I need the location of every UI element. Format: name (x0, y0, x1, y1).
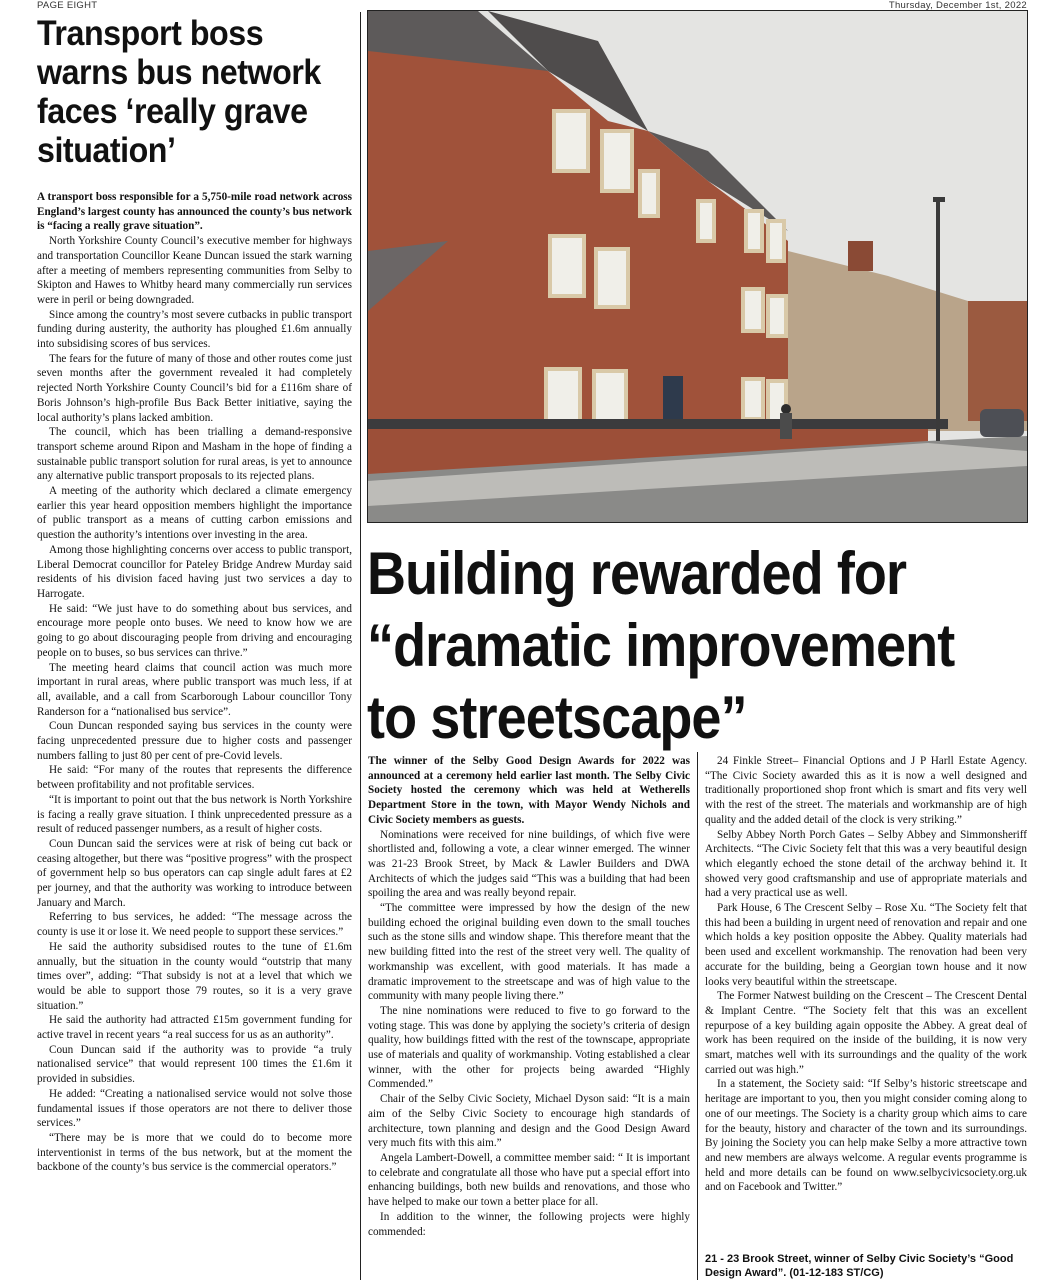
right-paragraph: Angela Lambert-Dowell, a committee member said: “ It is important to celebrate and congratulate all those who have put a special effort into enhancing buildings, both new builds and renovations, and those who have helped to make our town a better place for all. (368, 1151, 690, 1209)
left-article-body (37, 190, 352, 1175)
left-paragraph: The council, which has been trialling a demand-responsive transport scheme around Ripon and Masham in the hope of finding a sustainable public transport solution for rural areas, is yet to announce any alternative public transport proposals to its rejected plans. (37, 426, 352, 483)
right-paragraph: In addition to the winner, the following projects were highly commended: (368, 1210, 690, 1238)
left-paragraph: The meeting heard claims that council action was much more important in rural areas, where public transport was much less, if at all, available, and a call from Scarborough Labour councillor Tony Randerson for a “nationalised bus service”. (37, 661, 352, 718)
left-paragraph: Coun Duncan responded saying bus services in the county were facing unprecedented pressure due to higher costs and passenger numbers falling to just 80 per cent of pre-Covid levels. (37, 720, 352, 762)
right-paragraph: Selby Abbey North Porch Gates – Selby Abbey and Simmonsheriff Architects. “The Civic Society felt that this was a very beautiful design which elegantly echoed the stone detail of the archway behind it. It showed very good craftsmanship and use of appropriate materials and had a very practical use as well. (705, 828, 1027, 900)
left-paragraph: A meeting of the authority which declared a climate emergency earlier this year heard opposition members highlight the importance of public transport as a means of cutting carbon emissions and question the authority’s intentions over investing in the area. (37, 485, 352, 542)
left-paragraph: Coun Duncan said if the authority was to provide “a truly nationalised service” that would represent 100 times the £1.6m it provided in subsidies. (37, 1043, 352, 1086)
right-article-col2 (705, 754, 1027, 1195)
left-paragraph: He said the authority subsidised routes to the tune of £1.6m annually, but the situation in the county would “outstrip that many times over”, adding: “That subsidy is not at a level that which we would be able to support those 79 routes, so it is a very grave situation.” (37, 940, 352, 1012)
right-paragraph: The nine nominations were reduced to five to go forward to the voting stage. This was done by applying the society’s criteria of design quality, how buildings fitted with the rest of the townscape, appropriate use of materials and quality of workmanship. Voting established a clear winner, with the other for projects being awarded “Highly Commended.” (368, 1004, 690, 1091)
left-paragraph: North Yorkshire County Council’s executive member for highways and transportation Councillor Keane Duncan issued the stark warning after a meeting of members representing communities from Selby to Skipton and Hawes to Whitby heard many commercially run services were in peril or being downgraded. (37, 235, 352, 306)
right-paragraph: The Former Natwest building on the Crescent – The Crescent Dental & Implant Centre. “The Society felt that this was an excellent repurpose of a key building again opposite the Abbey. A great deal of work has been required on the inside of the building, it is now very smart, matches well with its surroundings and the quality of the work carried out was high.” (705, 990, 1027, 1076)
headline-line: Building rewarded for (367, 540, 907, 607)
headline-line: to streetscape” (367, 684, 747, 751)
left-paragraph: He said: “For many of the routes that represents the difference between profitability and not profitable services. (37, 764, 352, 792)
photo-caption: 21 - 23 Brook Street, winner of Selby Civic Society’s “Good Design Award”. (01-12-183 ST/CG) (705, 1253, 1014, 1279)
right-paragraph: Park House, 6 The Crescent Selby – Rose Xu. “The Society felt that this had been a building in urgent need of renovation and repair and one which holds a key position opposite the Abbey. Quality materials had been used and excellent workmanship. The renovation had been very accurate for the building, being a Georgian town house and it now looks very beautiful within the streetscape. (705, 902, 1027, 988)
left-headline: Transport boss warns bus network faces ‘really grave situation’ (37, 14, 321, 170)
right-paragraph: In a statement, the Society said: “If Selby’s historic streetscape and heritage are important to you, then you might consider coming along to one of our meetings. The Society is a charity group which aims to care for the beauty, history and character of the town and its surroundings. By joining the Society you can help make Selby a more attractive town and new members are always welcome. A regular events programme is held and more details can be found on www.selbycivicsociety.org.uk and on Facebook and Twitter.” (705, 1078, 1027, 1194)
right-paragraph: 24 Finkle Street– Financial Options and J P Harll Estate Agency. “The Civic Society awarded this as it is now a well designed and traditionally proportioned shop front which is smart and fits very well with the rest of the street. The materials and workmanship are of high quality and the added detail of the clock is very striking.” (705, 755, 1027, 826)
right-paragraph: Chair of the Selby Civic Society, Michael Dyson said: “It is a main aim of the Selby Civic Society to encourage high standards of architecture, town planning and design and the Good Design Award very much fits with this aim.” (368, 1093, 690, 1150)
left-paragraph: He said: “We just have to do something about bus services, and encourage more people onto buses. We need to know how we are going to go about discouraging people from driving and encouraging people on to buses, so bus services can thrive.” (37, 602, 352, 659)
right-article-col1 (368, 754, 690, 1239)
right-paragraph: Nominations were received for nine buildings, of which five were shortlisted and, following a vote, a clear winner emerged. The winner was 21-23 Brook Street, by Mack & Lawler Builders and DWA Architects of which the judges said “This was a building that had been spoiling the area and was really beyond repair. (368, 828, 690, 900)
left-paragraph: Among those highlighting concerns over access to public transport, Liberal Democrat councillor for Pateley Bridge Andrew Murday said residents of his division faced having just two services a day to Harrogate. (37, 543, 352, 600)
page-date: Thursday, December 1st, 2022 (888, 0, 1027, 11)
left-paragraph: He said the authority had attracted £15m government funding for active travel in recent years “a real success for us as an authority”. (37, 1014, 352, 1042)
left-paragraph: Coun Duncan said the services were at risk of being cut back or ceasing altogether, but there was “positive progress” with the prospect of government help so bus operators can cap single adult fares at £2 per journey, and that the authority was working to introduce between January and March. (37, 837, 352, 909)
building-photo-illustration (368, 11, 1027, 522)
right-headline (367, 538, 979, 754)
left-paragraph: Referring to bus services, he added: “The message across the county is use it or lose it. We need people to support these services.” (37, 911, 352, 939)
left-paragraph: “There may be is more that we could do to become more interventionist in terms of the bus network, but at the moment the backbone of the county’s bus service is the commercial operators.” (37, 1132, 352, 1174)
right-lead: The winner of the Selby Good Design Awards for 2022 was announced at a ceremony held earlier last month. The Selby Civic Society hosted the ceremony which was held at Wetherells Department Store in the town, with Mayor Wendy Nichols and Civic Society members as guests. (368, 755, 690, 826)
left-lead: A transport boss responsible for a 5,750-mile road network across England’s largest county has announced the county’s bus network is “facing a really grave situation”. (37, 191, 352, 233)
column-rule (697, 752, 698, 1280)
page-label: PAGE EIGHT (37, 0, 98, 11)
left-paragraph: “It is important to point out that the bus network is North Yorkshire is facing a really grave situation. I think unprecedented pressure as a result of reduced passenger numbers, as a result of higher costs. (37, 793, 352, 836)
article-photo (367, 10, 1028, 523)
left-paragraph: He added: “Creating a nationalised service would not solve those fundamental issues if those operators are not there to deliver those services.” (37, 1087, 352, 1130)
right-paragraph: “The committee were impressed by how the design of the new building echoed the original building even down to the small touches such as the stone sills and window shape. This therefore meant that the new building fitted into the rest of the street very well. The quality of workmanship was excellent, with good materials. It has made a dramatic improvement to the streetscape and was of high value to the community with many people living there.” (368, 902, 690, 1003)
left-paragraph: The fears for the future of many of those and other routes come just seven months after the government revealed it had completely rejected North Yorkshire County Council’s bid for a £116m share of Boris Johnson’s high-profile Bus Back Better initiative, saying the local authority’s plans lacked ambition. (37, 352, 352, 424)
left-paragraph: Since among the country’s most severe cutbacks in public transport funding during austerity, the authority has ploughed £1.6m annually into subsidising scores of bus services. (37, 308, 352, 351)
headline-line: “dramatic improvement (367, 612, 955, 679)
column-rule (360, 12, 361, 1280)
